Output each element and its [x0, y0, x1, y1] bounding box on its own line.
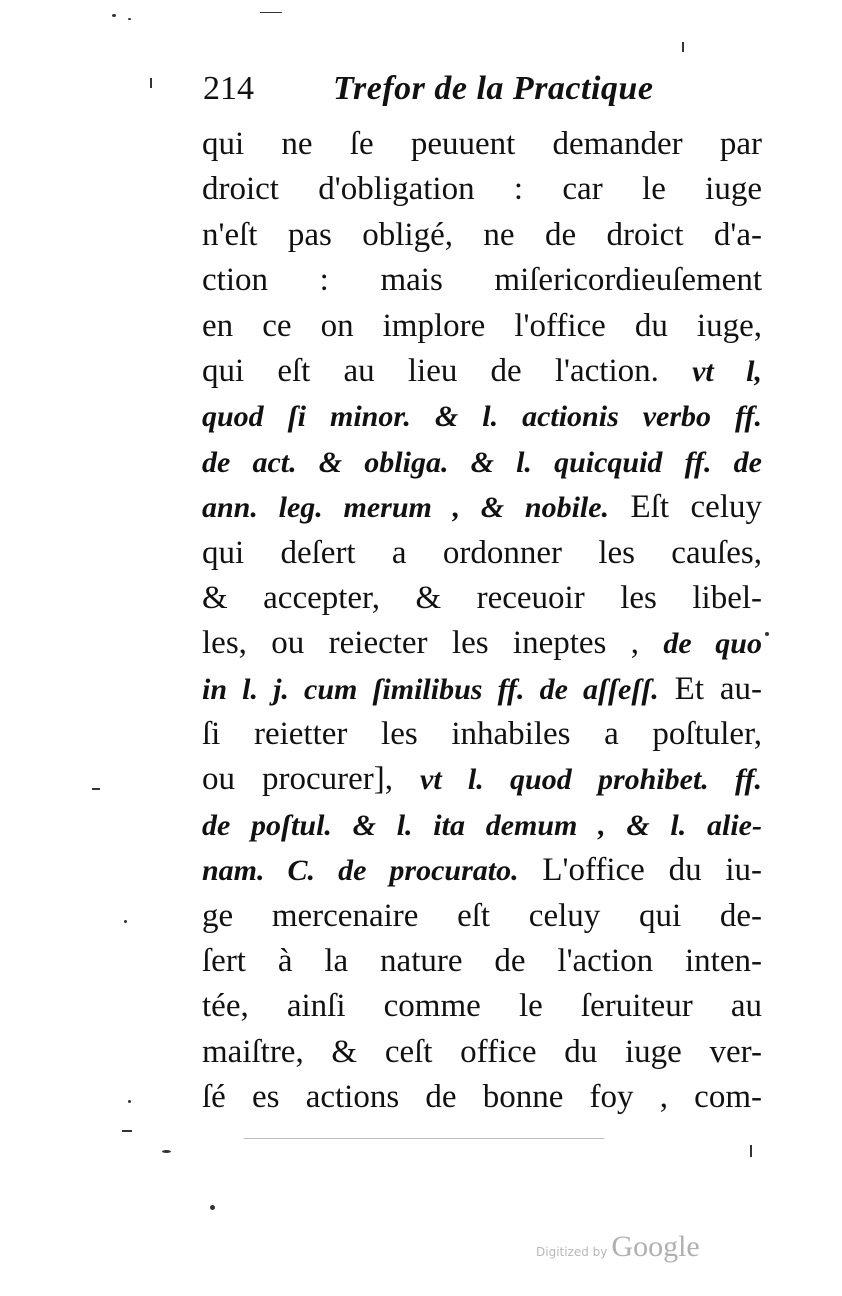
citation-text: in l. j. cum ſimilibus ff. de aſſeſſ. [202, 672, 659, 706]
text-line [202, 258, 762, 303]
body-text-run: maiſtre, & ceſt office du iuge ver- [202, 1033, 762, 1070]
digitized-watermark [536, 1230, 700, 1264]
body-text-run: tée, ainſi comme le ſeruiteur au [202, 988, 762, 1025]
body-text-run: ge mercenaire eſt celuy qui de- [202, 897, 762, 934]
body-text-run: en ce on implore l'office du iuge, [202, 307, 762, 344]
scan-speck [162, 1150, 171, 1153]
body-text-run: ſert à la nature de l'action inten- [202, 943, 762, 980]
text-line [202, 1030, 762, 1075]
text-line [202, 349, 762, 394]
text-line [202, 167, 762, 212]
text-line [202, 803, 762, 848]
scan-speck [128, 18, 131, 20]
body-text-run: ou procurer], [202, 761, 421, 798]
text-line [202, 667, 762, 712]
running-head: Trefor de la Practique [333, 70, 654, 107]
scan-speck [124, 920, 127, 923]
text-line [202, 531, 762, 576]
citation-text: de quo [663, 627, 762, 661]
text-line [202, 621, 762, 666]
body-text-run: ſé es actions de bonne foy , com- [202, 1079, 762, 1116]
text-line [202, 122, 762, 167]
body-text-run: Eſt celuy [609, 489, 762, 526]
citation-text: de poſtul. & l. ita demum , & l. alie- [202, 808, 762, 842]
text-line [202, 304, 762, 349]
page-header [203, 70, 673, 118]
scan-speck [210, 1205, 215, 1210]
scan-speck [92, 788, 100, 790]
body-text-run: qui deſert a ordonner les cauſes, [202, 534, 762, 571]
citation-text: vt l. quod prohibet. ff. [420, 763, 762, 797]
watermark-prefix: Digitized by [536, 1245, 608, 1259]
text-line [202, 757, 762, 802]
citation-text: de act. & obliga. & l. quicquid ff. de [202, 445, 762, 479]
text-line [202, 485, 762, 530]
body-text [202, 122, 762, 1121]
body-text-run: L'office du iu- [518, 852, 763, 889]
scan-speck [122, 1130, 132, 1132]
scan-speck [244, 1138, 604, 1139]
page-number: 214 [203, 70, 254, 107]
citation-text: vt l, [692, 354, 762, 388]
scan-speck [128, 1100, 131, 1103]
text-line [202, 213, 762, 258]
body-text-run: qui ne ſe peuuent demander par [202, 126, 762, 162]
text-line [202, 894, 762, 939]
text-line [202, 712, 762, 757]
citation-text: ann. leg. merum , & nobile. [202, 491, 610, 525]
scan-speck [112, 14, 116, 17]
text-line [202, 576, 762, 621]
body-text-run: Et au- [658, 670, 762, 707]
scan-speck [260, 12, 282, 13]
body-text-run: ſi reietter les inhabiles a poſtuler, [202, 716, 762, 753]
text-line [202, 848, 762, 893]
scan-speck [150, 78, 152, 88]
body-text-run: n'eſt pas obligé, ne de droict d'a- [202, 216, 762, 253]
text-line [202, 939, 762, 984]
body-text-run: les, ou reiecter les ineptes , [202, 625, 664, 662]
citation-text: nam. C. de procurato. [202, 854, 519, 888]
text-line [202, 440, 762, 485]
google-logo: Google [611, 1230, 700, 1263]
body-text-run: ction : mais miſericordieuſement [202, 262, 762, 299]
text-line [202, 984, 762, 1029]
text-line [202, 394, 762, 439]
body-text-run: droict d'obligation : car le iuge [202, 171, 762, 208]
scan-speck [750, 1145, 752, 1157]
scan-speck [765, 632, 769, 636]
citation-text: quod ſi minor. & l. actionis verbo ff. [202, 400, 762, 434]
body-text-run: qui eſt au lieu de l'action. [202, 352, 693, 389]
scan-speck [682, 42, 684, 52]
body-text-run: & accepter, & receuoir les libel- [202, 579, 762, 616]
text-line [202, 1075, 762, 1120]
